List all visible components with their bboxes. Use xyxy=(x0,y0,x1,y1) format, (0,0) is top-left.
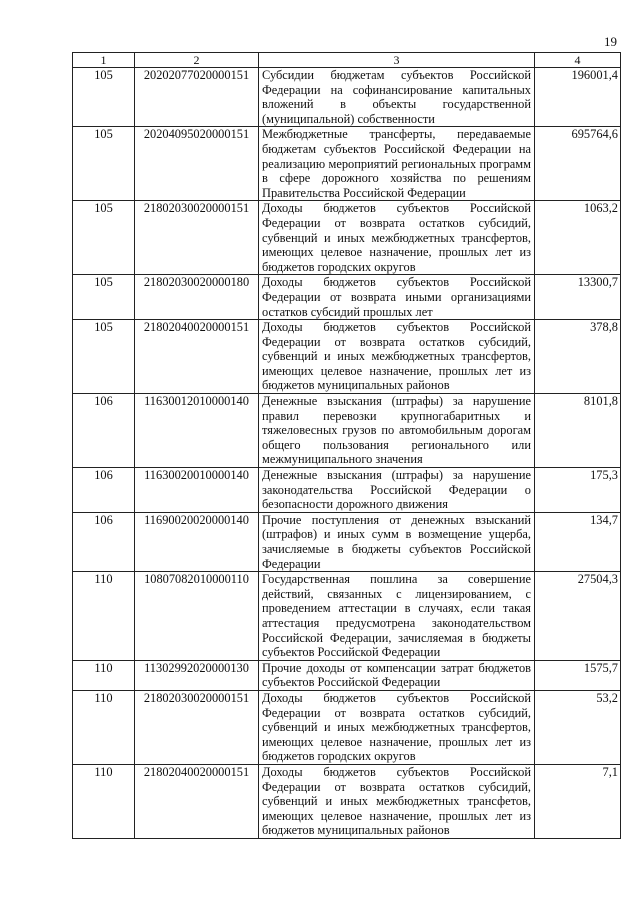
amount-cell: 175,3 xyxy=(535,468,621,513)
amount-cell: 7,1 xyxy=(535,764,621,838)
table-row xyxy=(73,127,621,201)
description-cell: Доходы бюджетов субъектов Российской Федерации от возврата остатков субсидий, субвенций и иных межбюджетных трансфертов, имеющих целевое назначение, прошлых лет из бюджетов муниципальных районов xyxy=(259,320,535,394)
table-row xyxy=(73,320,621,394)
description-cell: Субсидии бюджетам субъектов Российской Федерации на софинансирование капитальных вложений в объекты государственной (муниципальной) собственности xyxy=(259,68,535,127)
amount-cell: 695764,6 xyxy=(535,127,621,201)
header-col-4: 4 xyxy=(535,53,621,68)
budget-code-cell: 11690020020000140 xyxy=(135,512,259,571)
admin-code-cell: 110 xyxy=(73,660,135,690)
amount-cell: 196001,4 xyxy=(535,68,621,127)
admin-code-cell: 105 xyxy=(73,320,135,394)
admin-code-cell: 106 xyxy=(73,394,135,468)
description-cell: Межбюджетные трансферты, передаваемые бюджетам субъектов Российской Федерации на реализацию мероприятий региональных программ в сфере дорожного хозяйства по решениям Правительства Российской Федерации xyxy=(259,127,535,201)
table-row xyxy=(73,572,621,661)
description-cell: Доходы бюджетов субъектов Российской Федерации от возврата остатков субсидий, субвенций и иных межбюджетных трансфетов, имеющих целевое назначение, прошлых лет из бюджетов муниципальных районов xyxy=(259,764,535,838)
description-cell: Прочие поступления от денежных взысканий (штрафов) и иных сумм в возмещение ущерба, зачисляемые в бюджеты субъектов Российской Федерации xyxy=(259,512,535,571)
table-row xyxy=(73,690,621,764)
amount-cell: 27504,3 xyxy=(535,572,621,661)
table-row xyxy=(73,68,621,127)
table-header-row xyxy=(73,53,621,68)
budget-code-cell: 11630012010000140 xyxy=(135,394,259,468)
budget-code-cell: 21802030020000151 xyxy=(135,690,259,764)
admin-code-cell: 110 xyxy=(73,764,135,838)
description-cell: Прочие доходы от компенсации затрат бюджетов субъектов Российской Федерации xyxy=(259,660,535,690)
header-col-2: 2 xyxy=(135,53,259,68)
amount-cell: 8101,8 xyxy=(535,394,621,468)
admin-code-cell: 106 xyxy=(73,512,135,571)
admin-code-cell: 110 xyxy=(73,690,135,764)
description-cell: Доходы бюджетов субъектов Российской Федерации от возврата иными организациями остатков субсидий прошлых лет xyxy=(259,275,535,320)
table-row xyxy=(73,764,621,838)
description-cell: Доходы бюджетов субъектов Российской Федерации от возврата остатков субсидий, субвенций и иных межбюджетных трансфертов, имеющих целевое назначение, прошлых лет из бюджетов городских округов xyxy=(259,201,535,275)
table-row xyxy=(73,394,621,468)
budget-code-cell: 10807082010000110 xyxy=(135,572,259,661)
admin-code-cell: 106 xyxy=(73,468,135,513)
amount-cell: 134,7 xyxy=(535,512,621,571)
admin-code-cell: 105 xyxy=(73,127,135,201)
amount-cell: 378,8 xyxy=(535,320,621,394)
admin-code-cell: 105 xyxy=(73,275,135,320)
table-row xyxy=(73,468,621,513)
description-cell: Денежные взыскания (штрафы) за нарушение правил перевозки крупногабаритных и тяжеловесных грузов по автомобильным дорогам общего пользования регионального или межмуниципального значения xyxy=(259,394,535,468)
budget-code-cell: 20204095020000151 xyxy=(135,127,259,201)
admin-code-cell: 110 xyxy=(73,572,135,661)
budget-code-cell: 21802030020000151 xyxy=(135,201,259,275)
amount-cell: 13300,7 xyxy=(535,275,621,320)
budget-code-cell: 21802040020000151 xyxy=(135,764,259,838)
budget-code-cell: 11302992020000130 xyxy=(135,660,259,690)
table-row xyxy=(73,512,621,571)
header-col-1: 1 xyxy=(73,53,135,68)
table-row xyxy=(73,275,621,320)
amount-cell: 1575,7 xyxy=(535,660,621,690)
admin-code-cell: 105 xyxy=(73,201,135,275)
budget-code-cell: 21802030020000180 xyxy=(135,275,259,320)
budget-code-cell: 11630020010000140 xyxy=(135,468,259,513)
description-cell: Доходы бюджетов субъектов Российской Федерации от возврата остатков субсидий, субвенций и иных межбюджетных трансфертов, имеющих целевое назначение, прошлых лет из бюджетов городских округов xyxy=(259,690,535,764)
table-row xyxy=(73,201,621,275)
page-number: 19 xyxy=(604,34,617,49)
amount-cell: 53,2 xyxy=(535,690,621,764)
description-cell: Денежные взыскания (штрафы) за нарушение законодательства Российской Федерации о безопасности дорожного движения xyxy=(259,468,535,513)
budget-code-cell: 20202077020000151 xyxy=(135,68,259,127)
header-col-3: 3 xyxy=(259,53,535,68)
revenue-table xyxy=(72,52,621,839)
admin-code-cell: 105 xyxy=(73,68,135,127)
description-cell: Государственная пошлина за совершение действий, связанных с лицензированием, с проведением аттестации в случаях, если такая аттестация предусмотрена законодательством Российской Федерации, зачисляемая в бюджеты субъектов Российской Федерации xyxy=(259,572,535,661)
table-row xyxy=(73,660,621,690)
budget-code-cell: 21802040020000151 xyxy=(135,320,259,394)
amount-cell: 1063,2 xyxy=(535,201,621,275)
